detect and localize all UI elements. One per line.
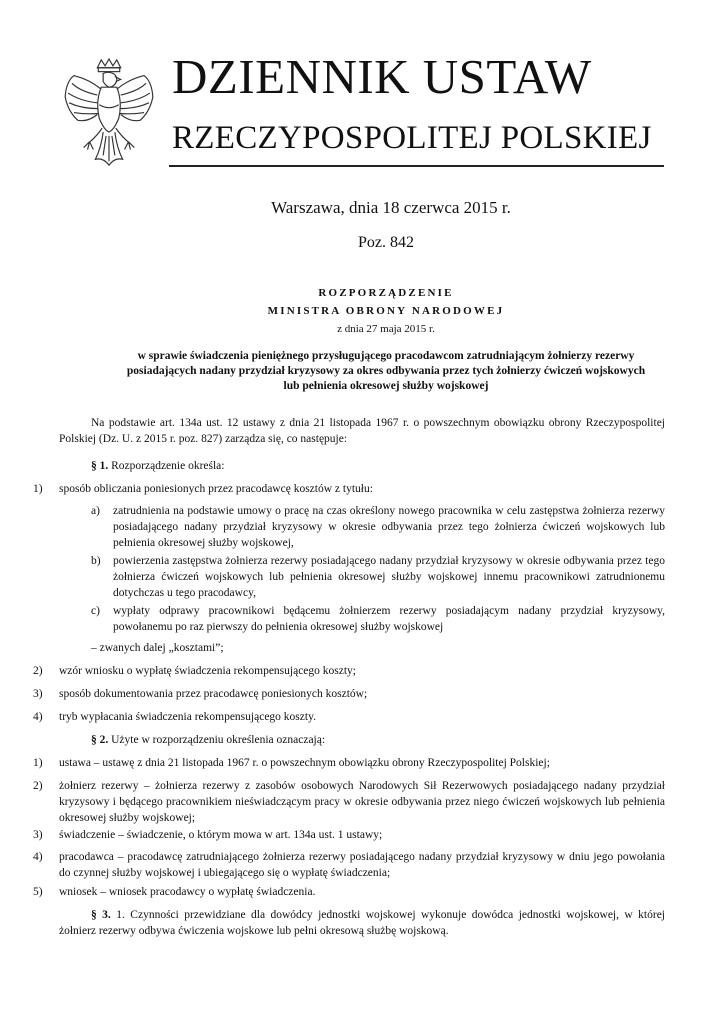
act-type: ROZPORZĄDZENIE — [318, 287, 454, 299]
par1-heading — [91, 458, 224, 474]
par1-item-1: sposób obliczania poniesionych przez pracodawcę kosztów z tytułu: — [59, 483, 373, 495]
par1-item-3: sposób dokumentowania przez pracodawcę poniesionych kosztów; — [59, 688, 368, 700]
par2-heading — [91, 732, 325, 748]
item-number: 4) — [33, 851, 43, 863]
par1-item-4: tryb wypłacania świadczenia rekompensującego koszty. — [59, 711, 316, 723]
item-number: 3) — [33, 829, 43, 841]
par3-text: 1. Czynności przewidziane dla dowódcy jednostki wojskowej wykonuje dowódca jednostki wojskowej, w której żołnierz rezerwy odbywa ćwiczenia wojskowe lub pełni okresową służbę wojskową. — [59, 909, 665, 937]
subitem-letter: c) — [91, 605, 100, 617]
subject-line: posiadających nadany przydział kryzysowy za okres odbywania przez tych żołnierzy ćwiczeń wojskowych — [126, 365, 646, 377]
item-number: 2) — [33, 780, 43, 792]
par2-text: Użyte w rozporządzeniu określenia oznaczają: — [111, 734, 326, 746]
item-number: 1) — [33, 757, 43, 769]
masthead-rule — [169, 165, 664, 167]
polish-eagle-emblem-icon — [60, 58, 158, 170]
item-number: 3) — [33, 688, 43, 700]
par2-item-3: świadczenie – świadczenie, o którym mowa w art. 134a ust. 1 ustawy; — [59, 829, 383, 841]
act-date: z dnia 27 maja 2015 r. — [337, 323, 435, 335]
act-issuer: MINISTRA OBRONY NARODOWEJ — [267, 305, 505, 317]
subitem-letter: a) — [91, 505, 100, 517]
par1-mark: § 1. — [91, 460, 109, 472]
par3 — [59, 907, 665, 939]
par2-mark: § 2. — [91, 734, 109, 746]
position-number: Poz. 842 — [358, 234, 414, 251]
preamble: Na podstawie art. 134a ust. 12 ustawy z dnia 21 listopada 1967 r. o powszechnym obowiązku obrony Rzeczypospolitej Polskiej (Dz. U. z 2015 r. poz. 827) zarządza się, co następuje: — [59, 417, 665, 445]
par3-mark: § 3. — [91, 909, 111, 921]
item-number: 5) — [33, 886, 43, 898]
masthead-subtitle: RZECZYPOSPOLITEJ POLSKIEJ — [172, 120, 652, 156]
par1-subitem-b: powierzenia zastępstwa żołnierza rezerwy posiadającego nadany przydział kryzysowy w okresie odbywania przez tego żołnierza ćwiczeń wojskowych lub pełnienia okresowej służby wojskowej innemu pracownikowi zatrudnionemu dotychczas u tego pracodawcy, — [113, 555, 665, 599]
par2-item-5: wniosek – wniosek pracodawcy o wypłatę świadczenia. — [59, 886, 316, 898]
act-subject — [0, 349, 724, 394]
par2-item-4: pracodawca – pracodawcę zatrudniającego żołnierza rezerwy posiadającego nadany przydział kryzysowy w dniu jego powołania do czynnej służby wojskowej i ubiegającego się o wypłatę świadczenia; — [59, 851, 665, 879]
subject-line: lub pełnienia okresowej służby wojskowej — [283, 380, 489, 392]
par1-subitem-c: wypłaty odprawy pracownikowi będącemu żołnierzem rezerwy posiadającym nadany przydział kryzysowy, powołanemu po raz pierwszy do pełnienia okresowej służby wojskowej — [113, 605, 665, 633]
masthead-title: DZIENNIK USTAW — [172, 49, 592, 104]
subject-line: w sprawie świadczenia pieniężnego przysługującego pracodawcom zatrudniającym żołnierzy rezerwy — [137, 350, 635, 362]
item-number: 2) — [33, 665, 43, 677]
par2-item-1: ustawa – ustawę z dnia 21 listopada 1967 r. o powszechnym obowiązku obrony Rzeczypospolitej Polskiej; — [59, 757, 550, 769]
par1-item-2: wzór wniosku o wypłatę świadczenia rekompensującego koszty; — [59, 665, 356, 677]
par2-item-2: żołnierz rezerwy – żołnierza rezerwy z zasobów osobowych Narodowych Sił Rezerwowych posiadającego nadany przydział kryzysowy i będącego pracownikiem nieświadczącym pracy w okresie odbywania przez niego ćwiczeń wojskowych lub pełnienia okresowej służby wojskowej; — [59, 780, 665, 824]
item-number: 4) — [33, 711, 43, 723]
par1-text: Rozporządzenie określa: — [111, 460, 225, 472]
par1-tail: – zwanych dalej „kosztami”; — [91, 642, 224, 654]
issue-date: Warszawa, dnia 18 czerwca 2015 r. — [271, 198, 511, 217]
subitem-letter: b) — [91, 555, 101, 567]
item-number: 1) — [33, 483, 43, 495]
par1-subitem-a: zatrudnienia na podstawie umowy o pracę na czas określony nowego pracownika w celu zastępstwa żołnierza rezerwy posiadającego nadany przydział kryzysowy w okresie odbywania przez tego żołnierza ćwiczeń wojskowych lub pełnienia okresowej służby wojskowej, — [113, 505, 665, 549]
